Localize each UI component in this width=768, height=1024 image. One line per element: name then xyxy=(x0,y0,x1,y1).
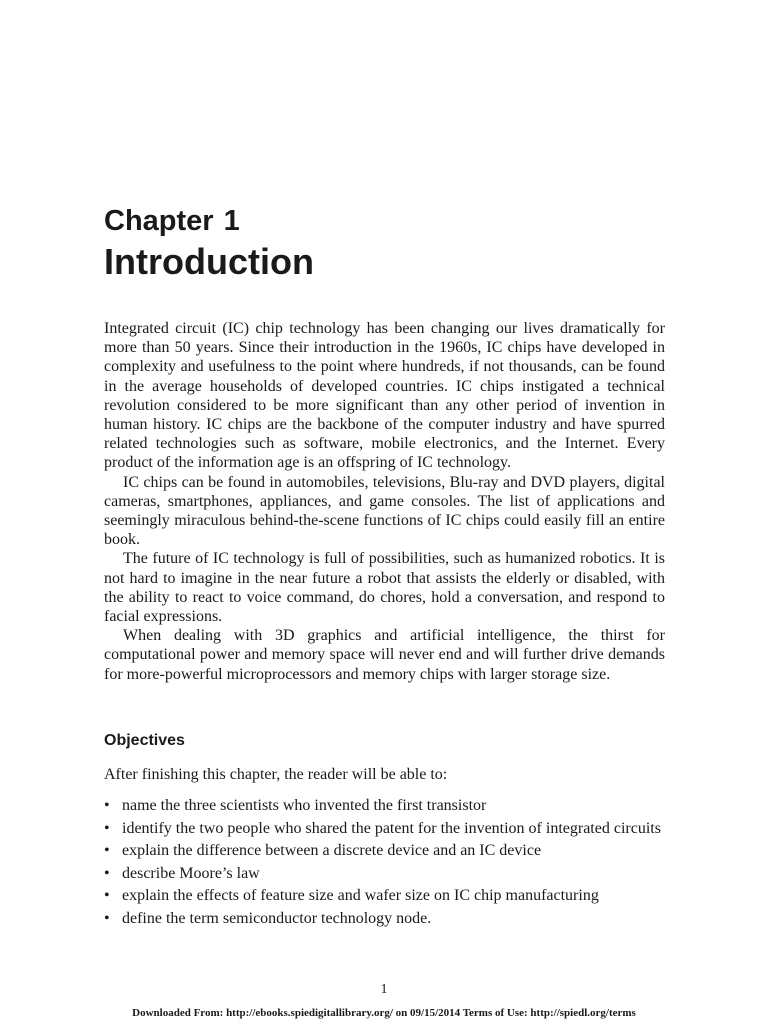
list-item xyxy=(104,841,665,860)
list-item-text: identify the two people who shared the patent for the invention of integrated circuits xyxy=(122,819,661,837)
objectives-heading: Objectives xyxy=(104,732,185,749)
bullet-icon: • xyxy=(104,909,110,927)
objectives-intro: After finishing this chapter, the reader will be able to: xyxy=(104,766,448,783)
bullet-icon: • xyxy=(104,842,110,859)
page-number: 1 xyxy=(380,982,388,997)
objectives-list xyxy=(104,796,665,931)
list-item xyxy=(104,864,665,883)
bullet-icon: • xyxy=(104,819,110,837)
paragraph: Integrated circuit (IC) chip technology has been changing our lives dramatically for more than 50 years. Since their introduction in the 1960s, IC chips have developed in complexity and usefulness to the point where hundreds, if not thousands, can be found in the average households of developed countries. IC chips instigated a technical revolution considered to be more significant than any other period of invention in human history. IC chips are the backbone of the computer industry and have spurred related technologies such as software, mobile electronics, and the Internet. Every product of the information age is an offspring of IC technology. xyxy=(104,320,665,472)
chapter-heading xyxy=(104,204,314,284)
bullet-icon: • xyxy=(104,797,110,814)
list-item-text: explain the effects of feature size and wafer size on IC chip manufacturing xyxy=(122,887,599,904)
body-text xyxy=(104,319,665,684)
chapter-label: Chapter 1 xyxy=(104,205,240,237)
list-item xyxy=(104,886,665,905)
list-item xyxy=(104,819,665,838)
list-item-text: name the three scientists who invented the first transistor xyxy=(122,797,487,814)
chapter-title: Introduction xyxy=(104,241,314,282)
bullet-icon: • xyxy=(104,864,110,882)
paragraph: The future of IC technology is full of possibilities, such as humanized robotics. It is not hard to imagine in the near future a robot that assists the elderly or disabled, with the ability to react to voice command, do chores, hold a conversation, and respond to facial expressions. xyxy=(104,550,665,626)
paragraph: When dealing with 3D graphics and artificial intelligence, the thirst for computational power and memory space will never end and will further drive demands for more-powerful microprocessors and memory chips with larger storage size. xyxy=(104,627,665,683)
bullet-icon: • xyxy=(104,887,110,904)
paragraph: IC chips can be found in automobiles, televisions, Blu-ray and DVD players, digital cameras, smartphones, appliances, and game consoles. The list of applications and seemingly miraculous behind-the-scene functions of IC chips could easily fill an entire book. xyxy=(104,473,665,549)
list-item xyxy=(104,909,665,928)
list-item-text: describe Moore’s law xyxy=(122,864,260,882)
list-item-text: explain the difference between a discrete device and an IC device xyxy=(122,842,542,859)
list-item-text: define the term semiconductor technology node. xyxy=(122,909,432,927)
download-footer: Downloaded From: http://ebooks.spiedigitallibrary.org/ on 09/15/2014 Terms of Use: http://spiedl.org/terms xyxy=(132,1007,636,1019)
list-item xyxy=(104,796,665,815)
